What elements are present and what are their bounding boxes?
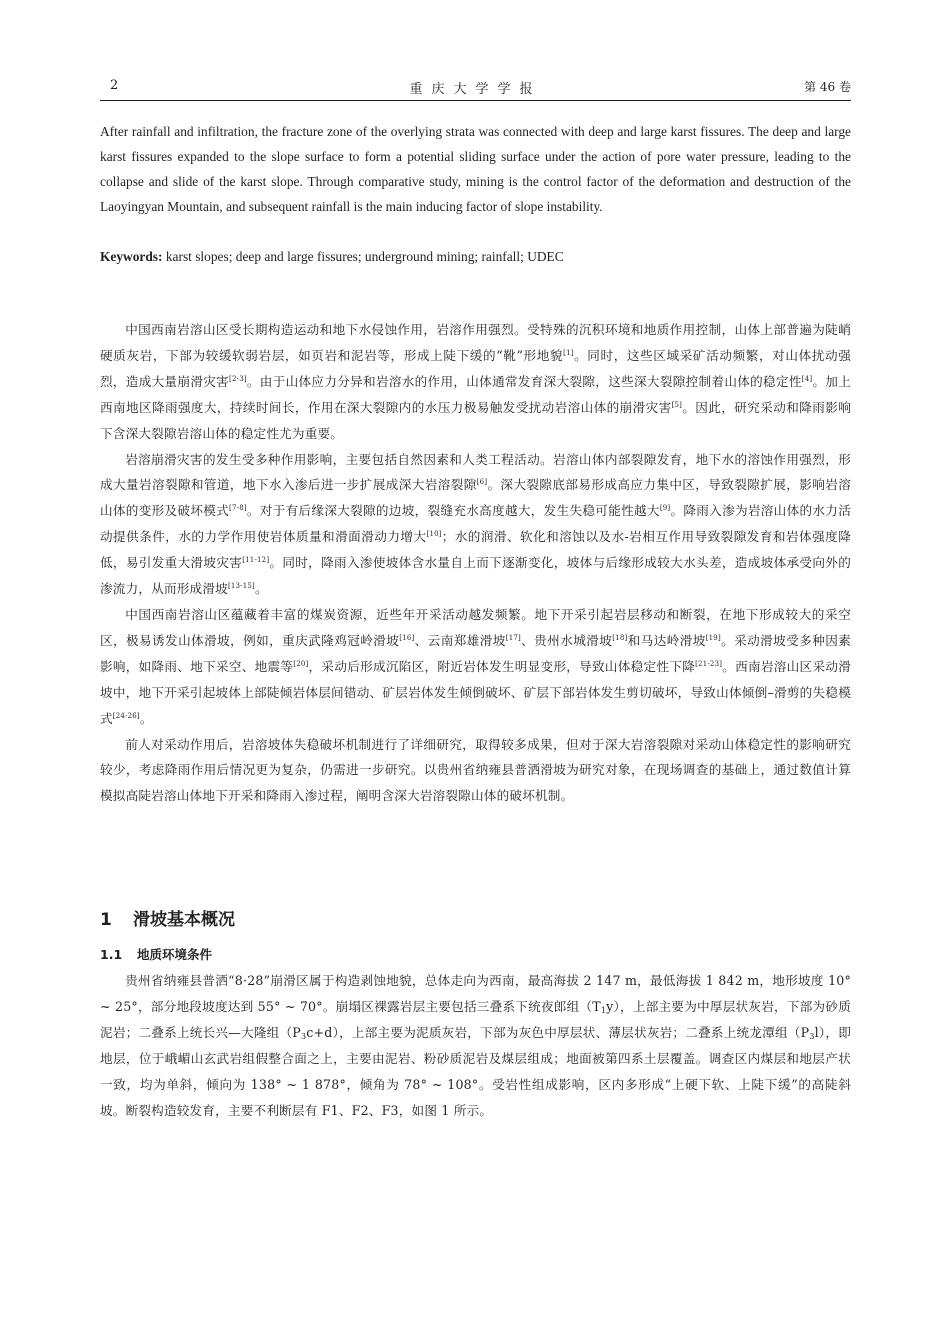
- keywords-line: [100, 244, 851, 269]
- citation: [13-15]: [227, 582, 255, 591]
- section-number: 1: [100, 910, 112, 930]
- citation: [20]: [293, 659, 309, 668]
- subsection-title: 地质环境条件: [137, 947, 213, 962]
- citation: [17]: [505, 633, 521, 642]
- keywords-text: karst slopes; deep and large fissures; underground mining; rainfall; UDEC: [165, 249, 564, 264]
- header-rule: [100, 100, 851, 101]
- section-title: 滑坡基本概况: [133, 910, 235, 930]
- geology-paragraph: 贵州省纳雍县普洒“8·28”崩滑区属于构造剥蚀地貌，总体走向为西南，最高海拔 2 147 m，最低海拔 1 842 m，地形坡度 10° ~ 25°，部分地段坡度达到 55° ~ 70°。崩塌区裸露岩层主要包括三叠系下统夜郎组$(T_1y)$，上部主要为中厚层状灰岩，下部为砂质泥岩；二叠系上统长兴—大隆组$(P_3c+d)$，上部主要为泥质灰岩，下部为灰色中厚层状、薄层状灰岩；二叠系上统龙潭组$(P_3l)$，即地层，位于峨嵋山玄武岩组假整合面之上，主要由泥岩、粉砂质泥岩及煤层组成；地面被第四系土层覆盖。调查区内煤层和地层产状一致，均为单斜，倾向为 138° ~ 1 878°，倾角为 78° ~ 108°。受岩性组成影响，区内多形成“上硬下软、上陡下缓”的高陡斜坡。断裂构造较发育，主要不利断层有 F1、F2、F3，如图 1 所示。: [100, 973, 851, 1118]
- citation: [18]: [612, 633, 628, 642]
- running-header: [100, 78, 851, 100]
- abstract-english: After rainfall and infiltration, the fracture zone of the overlying strata was connected with deep and large karst fissures. The deep and large karst fissures expanded to the slope surface to form a potential sliding surface under the action of pore water pressure, leading to the collapse and slide of the karst slope. Through comparative study, mining is the control factor of the deformation and destruction of the Laoyingyan Mountain, and subsequent rainfall is the main inducing factor of slope instability.: [100, 124, 851, 214]
- section-1-1-body: [100, 968, 851, 1123]
- citation: [19]: [705, 633, 721, 642]
- citation: [1]: [563, 348, 574, 357]
- section-heading: [100, 905, 235, 930]
- page-number: 2: [110, 78, 119, 93]
- citation: [4]: [801, 374, 813, 383]
- volume-label: 第 46 卷: [804, 80, 851, 94]
- citation: [21-23]: [695, 659, 723, 668]
- intro-paragraph-1: 中国西南岩溶山区受长期构造运动和地下水侵蚀作用，岩溶作用强烈。受特殊的沉积环境和地质作用控制，山体上部普遍为陡峭硬质灰岩，下部为较缓软弱岩层，如页岩和泥岩等，形成上陡下缓的“靴”形地貌[1]。同时，这些区域采矿活动频繁，对山体扰动强烈，造成大量崩滑灾害[2-3]。由于山体应力分异和岩溶水的作用，山体通常发育深大裂隙，这些深大裂隙控制着山体的稳定性[4]。加上西南地区降雨强度大，持续时间长，作用在深大裂隙内的水压力极易触发受扰动岩溶山体的崩滑灾害[5]。因此，研究采动和降雨影响下含深大裂隙岩溶山体的稳定性尤为重要。: [100, 322, 852, 441]
- keywords-label: Keywords:: [100, 249, 163, 264]
- intro-paragraph-4: 前人对采动作用后，岩溶坡体失稳破坏机制进行了详细研究，取得较多成果，但对于深大岩溶裂隙对采动山体稳定性的影响研究较少，考虑降雨作用后情况更为复杂，仍需进一步研究。以贵州省纳雍县普洒滑坡为研究对象，在现场调查的基础上，通过数值计算模拟高陡岩溶山体地下开采和降雨入渗过程，阐明含深大岩溶裂隙山体的破坏机制。: [100, 736, 851, 804]
- citation: [9]: [659, 504, 671, 513]
- citation: [16]: [399, 633, 415, 642]
- citation: [10]: [426, 530, 442, 539]
- subscript: 1: [600, 1005, 607, 1015]
- citation: [5]: [671, 400, 683, 409]
- subscript: 3: [300, 1031, 307, 1041]
- journal-title: 重庆大学学报: [409, 82, 542, 97]
- citation: [7-8]: [229, 504, 247, 513]
- citation: [6]: [476, 478, 488, 487]
- citation: [2-3]: [229, 374, 247, 383]
- subscript: 3: [809, 1031, 815, 1041]
- introduction: [100, 317, 851, 809]
- citation: [11-12]: [242, 556, 270, 565]
- intro-paragraph-2: 岩溶崩滑灾害的发生受多种作用影响，主要包括自然因素和人类工程活动。岩溶山体内部裂隙发育，地下水的溶蚀作用强烈，形成大量岩溶裂隙和管道，地下水入渗后进一步扩展成深大岩溶裂隙[6]。深大裂隙底部易形成高应力集中区，导致裂隙扩展，影响岩溶山体的变形及破坏模式[7-8]。对于有后缘深大裂隙的边坡，裂缝充水高度越大，发生失稳可能性越大[9]。降雨入渗为岩溶山体的水力活动提供条件，水的力学作用使岩体质量和滑面滑动力增大[10]；水的润滑、软化和溶蚀以及水-岩相互作用导致裂隙发育和岩体强度降低，易引发重大滑坡灾害[11-12]。同时，降雨入渗使坡体含水量自上而下逐渐变化，坡体与后缘形成较大水头差，造成坡体承受向外的渗流力，从而形成滑坡[13-15]。: [100, 451, 852, 597]
- intro-paragraph-3: 中国西南岩溶山区蕴藏着丰富的煤炭资源，近些年开采活动越发频繁。地下开采引起岩层移动和断裂，在地下形成较大的采空区，极易诱发山体滑坡，例如，重庆武隆鸡冠岭滑坡[16]、云南郑雄滑坡[17]、贵州水城滑坡[18]和马达岭滑坡[19]。采动滑坡受多种因素影响，如降雨、地下采空、地震等[20]，采动后形成沉陷区，附近岩体发生明显变形，导致山体稳定性下降[21-23]。西南岩溶山区采动滑坡中，地下开采引起坡体上部陡倾岩体层间错动、矿层岩体发生倾倒破坏、矿层下部岩体发生剪切破坏，导致山体倾倒–滑剪的失稳模式[24-26]。: [100, 606, 852, 726]
- subsection-heading: [100, 945, 212, 963]
- citation: [24-26]: [112, 711, 140, 720]
- subsection-number: 1.1: [100, 947, 123, 962]
